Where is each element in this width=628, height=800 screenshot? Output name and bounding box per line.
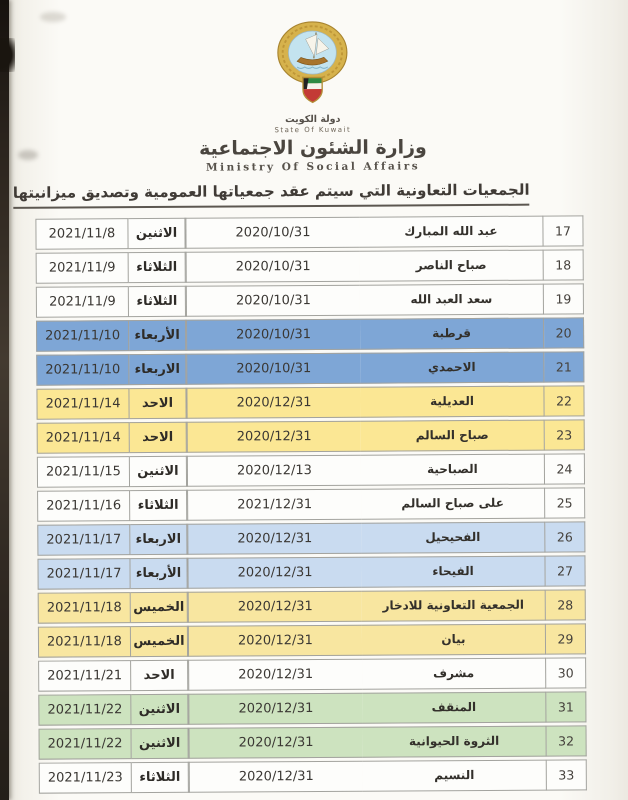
row-number-cell: 28 [546,589,586,620]
society-name-cell: الثروة الحيوانية [362,725,546,757]
society-row [39,759,587,793]
row-number-cell: 32 [546,725,586,756]
ministry-name-arabic: وزارة الشئون الاجتماعية [199,135,427,160]
society-name-cell: الفيحاء [361,555,545,587]
day-cell: الاحد [129,388,186,419]
society-name-cell: بيان [362,623,546,655]
budget-date-cell: 2020/12/31 [186,386,360,418]
row-number-cell: 21 [544,351,584,382]
day-cell: الأربعاء [129,320,186,351]
society-name-cell: الفحيحيل [361,521,545,553]
budget-date-cell: 2020/12/13 [187,454,361,486]
society-row [38,589,586,623]
row-number-cell: 30 [546,657,586,688]
document-title: الجمعيات التعاونية التي سيتم عقد جمعياتها العمومية وتصديق ميزانيتها [13,181,530,209]
societies-table-wrap [35,212,587,796]
society-name-cell: صباح الناصر [360,249,544,281]
society-name-cell: على صباح السالم [361,487,545,519]
meeting-date-cell: 2021/11/22 [39,728,132,760]
row-number-cell: 27 [545,555,585,586]
society-row [37,521,585,555]
day-cell: الاثنين [132,728,189,759]
meeting-date-cell: 2021/11/14 [36,388,129,420]
societies-table [35,212,587,796]
meeting-date-cell: 2021/11/14 [37,422,130,454]
meeting-date-cell: 2021/11/10 [36,320,129,352]
day-cell: الخميس [131,592,188,623]
meeting-date-cell: 2021/11/23 [39,762,132,794]
society-name-cell: مشرف [362,657,546,689]
row-number-cell: 19 [544,283,584,314]
society-name-cell: سعد العبد الله [360,283,544,315]
row-number-cell: 25 [545,487,585,518]
day-cell: الاحد [131,660,188,691]
day-cell: الثلاثاء [129,286,186,317]
row-number-cell: 26 [545,521,585,552]
day-cell: الاثنين [128,218,185,249]
meeting-date-cell: 2021/11/9 [36,286,129,318]
society-row [37,555,585,589]
row-number-cell: 22 [544,385,584,416]
society-row [35,215,583,249]
society-row [36,317,584,351]
budget-date-cell: 2020/10/31 [186,318,360,350]
day-cell: الاحد [130,422,187,453]
state-name-arabic: دولة الكويت [285,113,341,126]
ministry-name-english: Ministry Of Social Affairs [205,159,421,174]
society-name-cell: الجمعية التعاونية للادخار [362,589,546,621]
meeting-date-cell: 2021/11/16 [37,490,130,522]
document-title-wrap [0,179,585,209]
day-cell: الثلاثاء [129,252,186,283]
meeting-date-cell: 2021/11/10 [36,354,129,386]
society-name-cell: المنقف [362,691,546,723]
row-number-cell: 18 [544,249,584,280]
day-cell: الثلاثاء [130,490,187,521]
society-row [37,453,585,487]
budget-date-cell: 2020/10/31 [185,216,359,248]
row-number-cell: 31 [546,691,586,722]
day-cell: الاثنين [130,456,187,487]
meeting-date-cell: 2021/11/15 [37,456,130,488]
society-name-cell: العديلية [360,385,544,417]
society-name-cell: صباح السالم [361,419,545,451]
budget-date-cell: 2020/12/31 [189,760,363,792]
scan-page-edge [0,0,9,800]
meeting-date-cell: 2021/11/21 [38,660,131,692]
day-cell: الاربعاء [129,354,186,385]
budget-date-cell: 2020/10/31 [186,352,360,384]
meeting-date-cell: 2021/11/22 [38,694,131,726]
day-cell: الاثنين [131,694,188,725]
row-number-cell: 24 [545,453,585,484]
row-number-cell: 17 [543,215,583,246]
document-header [0,0,627,174]
budget-date-cell: 2020/12/31 [188,692,362,724]
row-number-cell: 33 [547,759,587,790]
meeting-date-cell: 2021/11/18 [38,626,131,658]
society-name-cell: الاحمدي [360,351,544,383]
row-number-cell: 23 [545,419,585,450]
state-name-english: State Of Kuwait [274,125,352,134]
day-cell: الخميس [131,626,188,657]
society-row [36,385,584,419]
budget-date-cell: 2020/12/31 [187,522,361,554]
day-cell: الثلاثاء [132,762,189,793]
society-name-cell: النسيم [363,759,547,791]
meeting-date-cell: 2021/11/9 [36,252,129,284]
budget-date-cell: 2020/10/31 [186,250,360,282]
day-cell: الأربعاء [130,558,187,589]
society-name-cell: الصباحية [361,453,545,485]
society-name-cell: قرطبة [360,317,544,349]
society-row [37,419,585,453]
society-name-cell: عبد الله المبارك [359,215,543,247]
society-row [38,623,586,657]
meeting-date-cell: 2021/11/17 [37,524,130,556]
society-row [36,249,584,283]
budget-date-cell: 2021/12/31 [187,488,361,520]
budget-date-cell: 2020/12/31 [188,590,362,622]
meeting-date-cell: 2021/11/17 [37,558,130,590]
row-number-cell: 20 [544,317,584,348]
society-row [37,487,585,521]
budget-date-cell: 2020/12/31 [188,658,362,690]
budget-date-cell: 2020/12/31 [188,624,362,656]
society-row [38,691,586,725]
scan-edge-blotch [0,38,15,72]
row-number-cell: 29 [546,623,586,654]
society-row [36,351,584,385]
budget-date-cell: 2020/12/31 [188,726,362,758]
society-row [36,283,584,317]
budget-date-cell: 2020/10/31 [186,284,360,316]
budget-date-cell: 2020/12/31 [187,420,361,452]
meeting-date-cell: 2021/11/18 [38,592,131,624]
meeting-date-cell: 2021/11/8 [35,218,128,250]
day-cell: الاربعاء [130,524,187,555]
society-row [38,657,586,691]
kuwait-emblem-icon [273,20,352,112]
society-row [39,725,587,759]
budget-date-cell: 2020/12/31 [187,556,361,588]
